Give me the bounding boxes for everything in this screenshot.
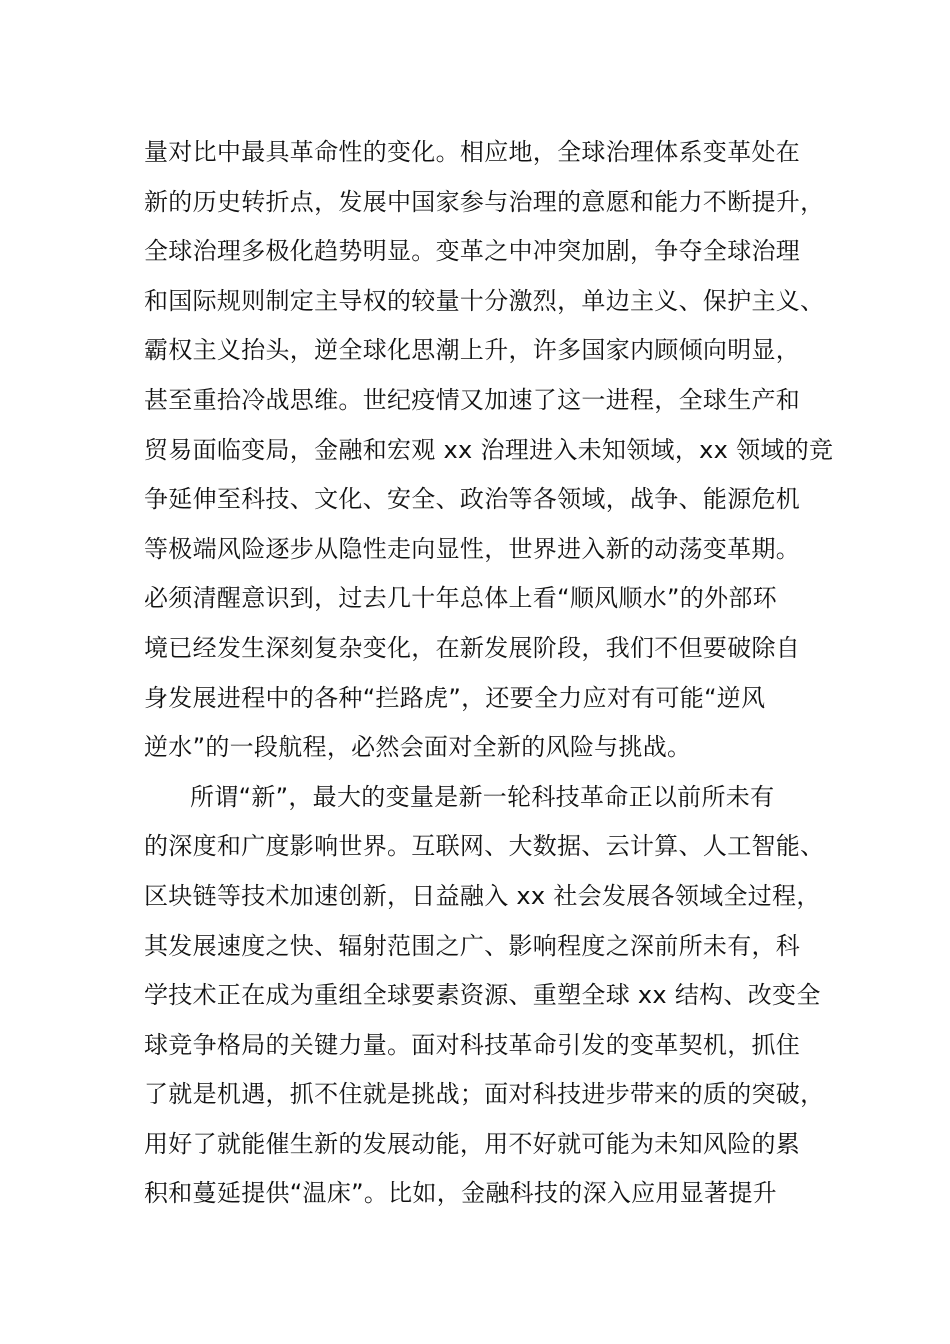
- text-line: 量对比中最具革命性的变化。相应地，全球治理体系变革处在: [144, 138, 801, 166]
- text-line: 的深度和广度影响世界。互联网、大数据、云计算、人工智能、: [144, 832, 825, 861]
- text-line: 全球治理多极化趋势明显。变革之中冲突加剧，争夺全球治理: [144, 237, 801, 266]
- text-line: 新的历史转折点，发展中国家参与治理的意愿和能力不断提升，: [144, 187, 825, 216]
- text-line: 境已经发生深刻复杂变化，在新发展阶段，我们不但要破除自: [144, 633, 801, 662]
- text-line: 甚至重拾冷战思维。世纪疫情又加速了这一进程，全球生产和: [144, 385, 801, 414]
- document-body: [144, 128, 844, 1219]
- text-line: 学技术正在成为重组全球要素资源、重塑全球 xx 结构、改变全: [144, 981, 821, 1010]
- paragraph-first-line: 所谓“新”，最大的变量是新一轮科技革命正以前所未有: [190, 782, 775, 811]
- text-line: 区块链等技术加速创新，日益融入 xx 社会发展各领域全过程，: [144, 881, 821, 910]
- text-line: 争延伸至科技、文化、安全、政治等各领域，战争、能源危机: [144, 485, 801, 514]
- text-line: 积和蔓延提供“温床”。比如，金融科技的深入应用显著提升: [144, 1179, 777, 1208]
- text-line: 其发展速度之快、辐射范围之广、影响程度之深前所未有，科: [144, 931, 801, 960]
- text-line: 身发展进程中的各种“拦路虎”，还要全力应对有可能“逆风: [144, 683, 766, 712]
- text-line: 用好了就能催生新的发展动能，用不好就可能为未知风险的累: [144, 1129, 801, 1158]
- text-line: 球竞争格局的关键力量。面对科技革命引发的变革契机，抓住: [144, 1030, 801, 1059]
- text-line: 逆水”的一段航程，必然会面对全新的风险与挑战。: [144, 733, 692, 762]
- text-line: 必须清醒意识到，过去几十年总体上看“顺风顺水”的外部环: [144, 584, 777, 613]
- text-line: 霸权主义抬头，逆全球化思潮上升，许多国家内顾倾向明显，: [144, 336, 801, 365]
- text-line: 等极端风险逐步从隐性走向显性，世界进入新的动荡变革期。: [144, 534, 801, 563]
- text-line: 和国际规则制定主导权的较量十分激烈，单边主义、保护主义、: [144, 286, 825, 315]
- text-line: 贸易面临变局，金融和宏观 xx 治理进入未知领域，xx 领域的竞: [144, 435, 834, 464]
- text-line: 了就是机遇，抓不住就是挑战；面对科技进步带来的质的突破，: [144, 1080, 825, 1109]
